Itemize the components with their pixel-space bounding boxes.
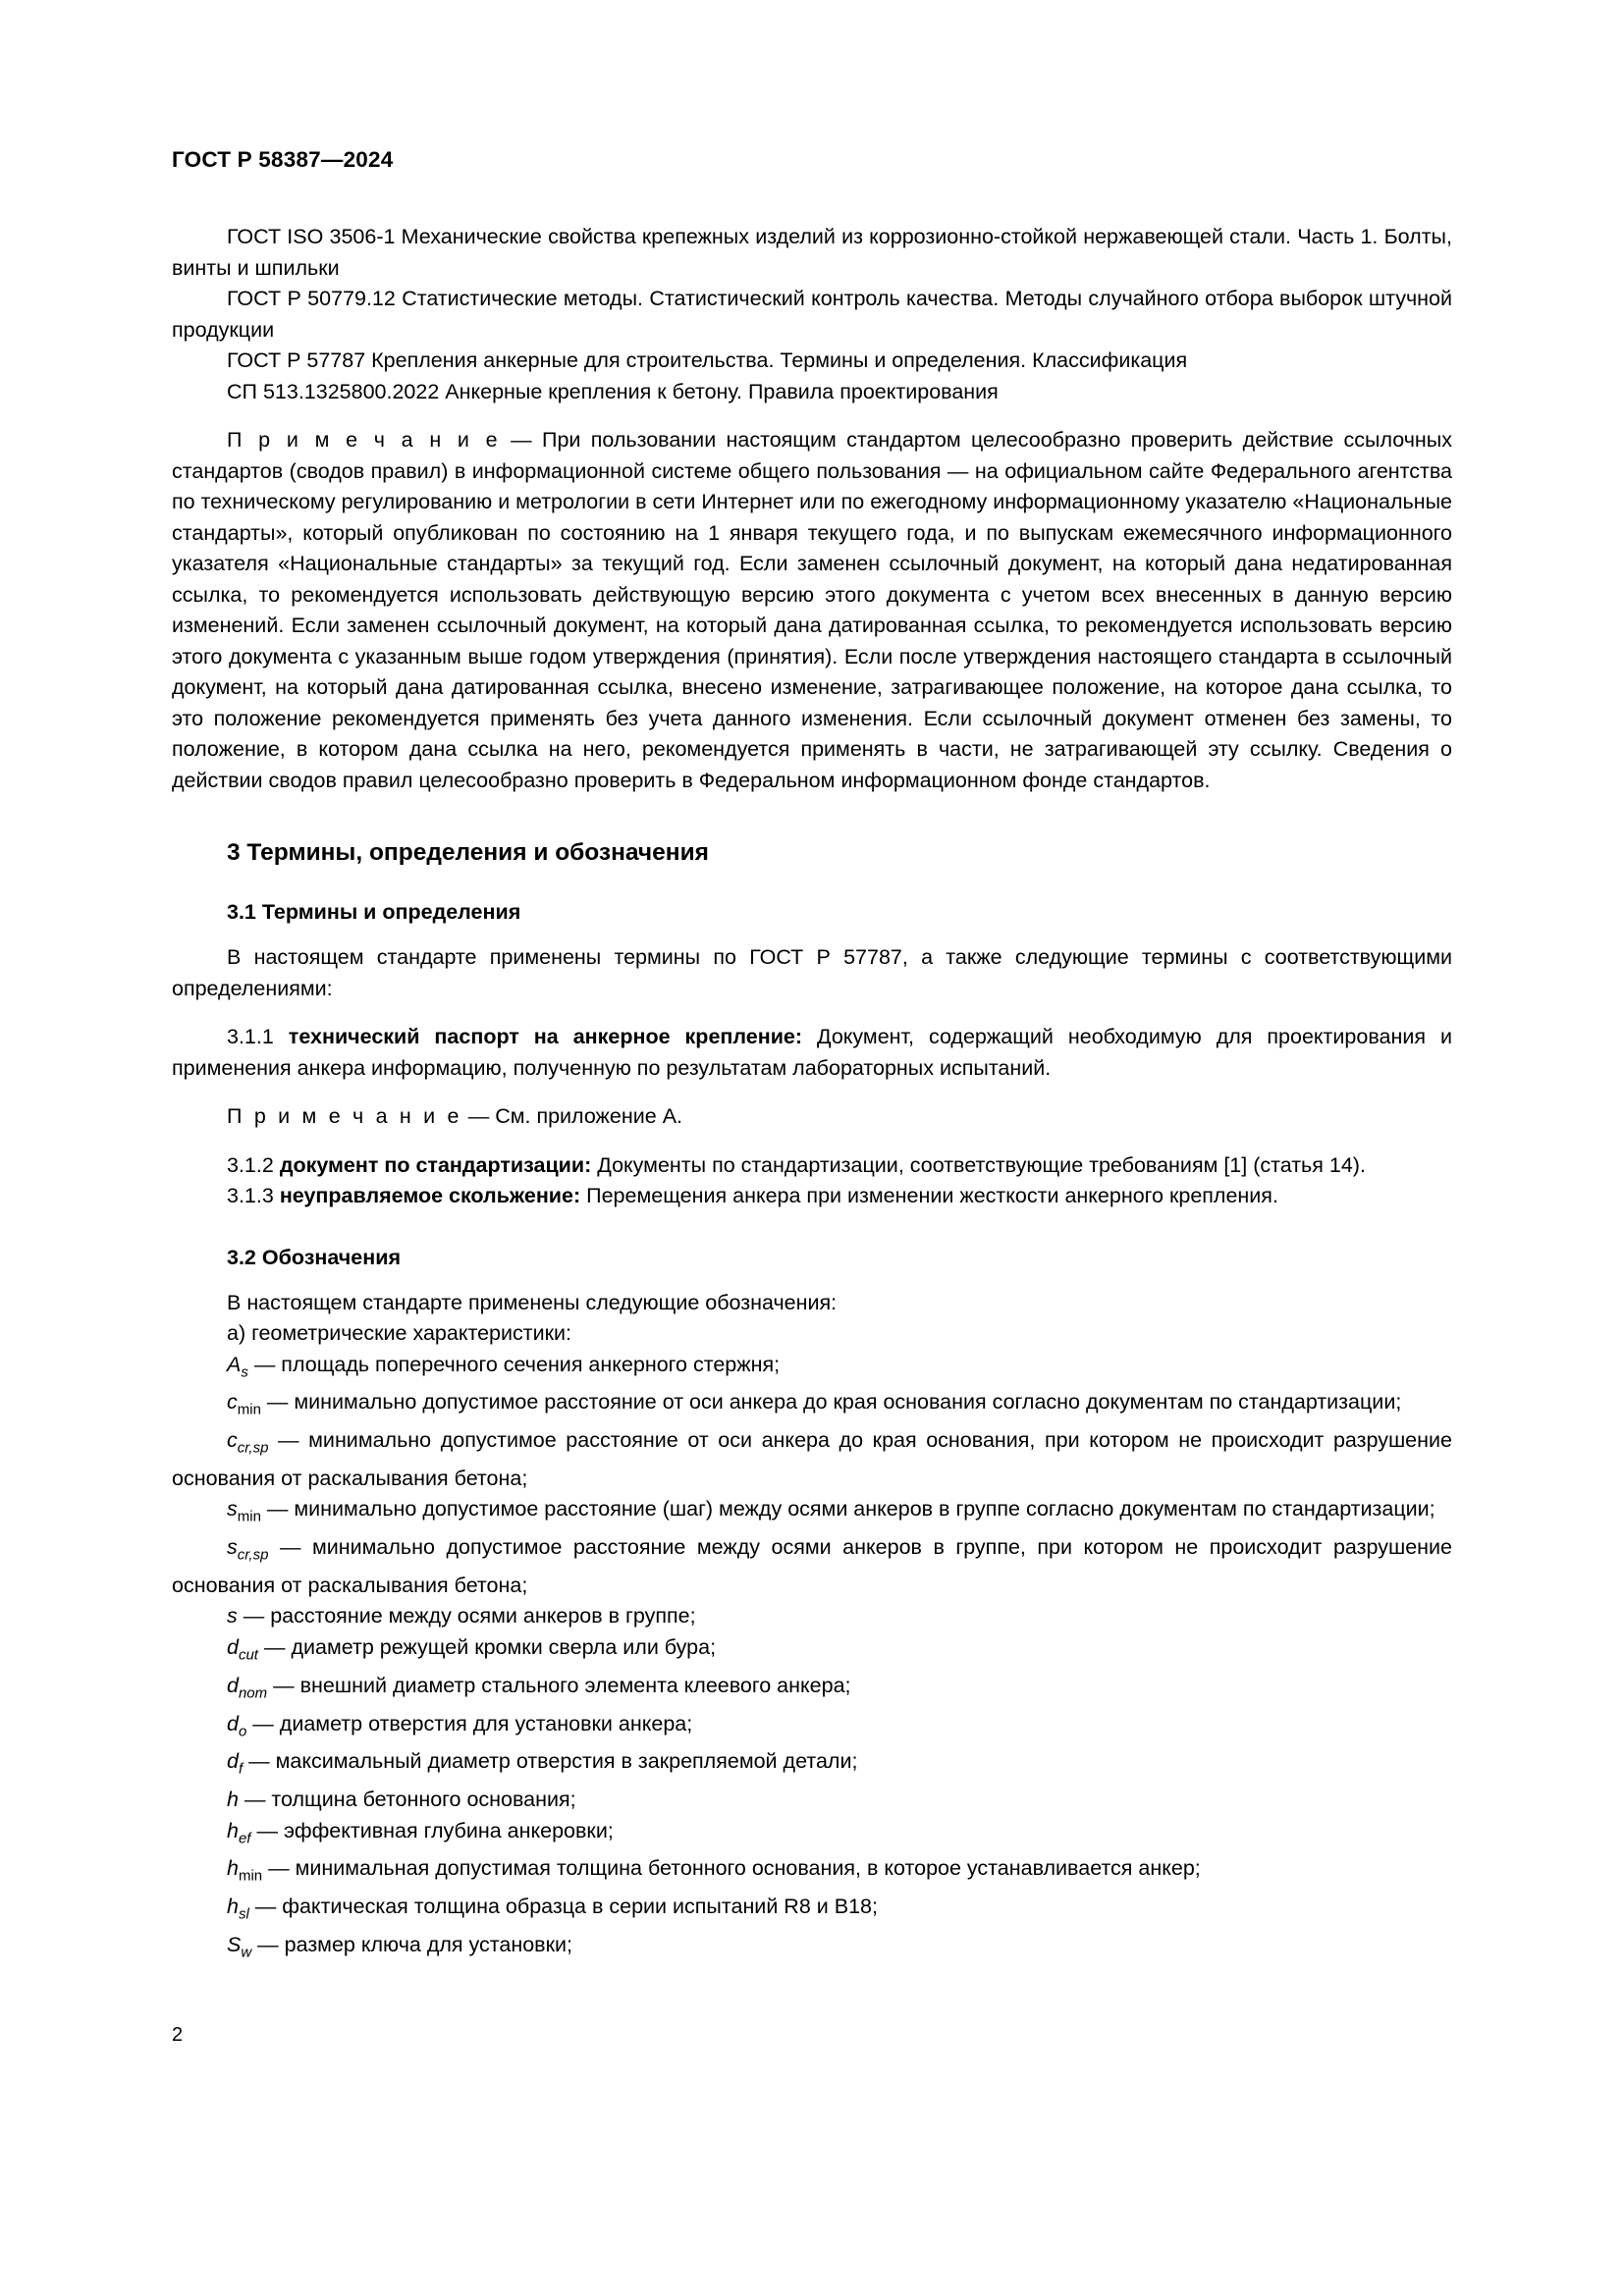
symbol-subscript: min [238, 1867, 263, 1885]
symbol-subscript: f [238, 1760, 244, 1778]
symbol-text: — фактическая толщина образца в серии испытаний R8 и B18; [254, 1895, 878, 1919]
reference-item: СП 513.1325800.2022 Анкерные крепления к бетону. Правила проектирования [227, 379, 999, 403]
term-name: документ по стандартизации: [279, 1152, 592, 1177]
symbol-glyph: d [227, 1673, 239, 1697]
symbol-line [172, 1601, 1452, 1632]
symbol-line [172, 1930, 1452, 1968]
symbol-text: — размер ключа для установки; [257, 1933, 572, 1957]
terms-intro: В настоящем стандарте применены термины по ГОСТ Р 57787, а также следующие термины с соответствующими определениями: [172, 945, 1452, 1000]
symbol-line [172, 1785, 1452, 1816]
term-name: неуправляемое скольжение: [279, 1184, 581, 1207]
symbol-line [172, 1350, 1452, 1388]
symbol-subscript: cr,sp [237, 1439, 269, 1457]
symbol-line [172, 1892, 1452, 1930]
symbol-line [172, 1425, 1452, 1494]
symbol-text: — минимально допустимое расстояние от оси анкера до края основания, при котором не происходит разрушение основания от раскалывания бетона; [172, 1428, 1452, 1490]
symbol-glyph: h [227, 1856, 239, 1881]
symbol-line [172, 1632, 1452, 1671]
symbol-text: — минимальная допустимая толщина бетонного основания, в которое устанавливается анкер; [268, 1856, 1201, 1881]
symbol-subscript: min [237, 1401, 261, 1418]
term-name: технический паспорт на анкерное крепление: [288, 1025, 803, 1048]
symbol-text: — внешний диаметр стального элемента клеевого анкера; [273, 1673, 851, 1697]
symbol-line [172, 1532, 1452, 1601]
symbol-glyph: h [227, 1895, 239, 1919]
term-number: 3.1.3 [227, 1184, 274, 1207]
symbol-subscript: o [238, 1722, 247, 1739]
note-dash: — [511, 428, 532, 452]
symbol-subscript: ef [238, 1829, 251, 1846]
symbol-subscript: cr,sp [237, 1546, 269, 1564]
page-header: ГОСТ Р 58387—2024 [172, 147, 394, 172]
term-number: 3.1.1 [227, 1025, 274, 1048]
reference-item: ГОСТ ISO 3506-1 Механические свойства крепежных изделий из коррозионно-стойкой нержавеющей стали. Часть 1. Болты, винты и шпильки [172, 225, 1452, 280]
symbol-glyph: S [227, 1933, 242, 1957]
symbol-glyph: c [227, 1428, 238, 1453]
subsection-heading-3-2: 3.2 Обозначения [227, 1245, 401, 1269]
symbol-text: — диаметр режущей кромки сверла или бура; [263, 1634, 717, 1659]
symbol-line [172, 1746, 1452, 1785]
term-item-312 [172, 1150, 1452, 1182]
symbol-subscript: s [241, 1362, 248, 1380]
symbols-intro: В настоящем стандарте применены следующие обозначения: [227, 1290, 838, 1314]
symbol-glyph: h [227, 1788, 239, 1812]
term-definition: Перемещения анкера при изменении жесткости анкерного крепления. [586, 1184, 1278, 1207]
symbol-text: — минимально допустимое расстояние (шаг) между осями анкеров в группе согласно документам по стандартизации; [266, 1497, 1435, 1522]
symbol-glyph: c [227, 1390, 238, 1415]
page-number: 2 [172, 2024, 184, 2046]
note-label: П р и м е ч а н и е [227, 1104, 462, 1128]
symbol-text: — диаметр отверстия для установки анкера; [252, 1711, 693, 1735]
symbol-text: — минимально допустимое расстояние между осями анкеров в группе, при котором не происходит разрушение основания от раскалывания бетона; [172, 1535, 1452, 1597]
note-label: П р и м е ч а н и е [227, 428, 501, 452]
symbol-subscript: w [241, 1944, 252, 1961]
symbol-line [172, 1671, 1452, 1709]
symbol-subscript: min [237, 1508, 261, 1525]
symbol-line [172, 1387, 1452, 1425]
note-text: При пользовании настоящим стандартом целесообразно проверить действие ссылочных стандартов (сводов правил) в информационной системе общего пользования — на официальном сайте Федерального агентства по техническому регулированию и метрологии в сети Интернет или по ежегодному информационному указателю «Национальные стандарты», который опубликован по состоянию на 1 января текущего года, и по выпускам ежемесячного информационного указателя «Национальные стандарты» за текущий год. Если заменен ссылочный документ, на который дана недатированная ссылка, то рекомендуется использовать действующую версию этого документа с учетом всех внесенных в данную версию изменений. Если заменен ссылочный документ, на который дана датированная ссылка, то рекомендуется использовать версию этого документа с указанным выше годом утверждения (принятия). Если после утверждения настоящего стандарта в ссылочный документ, на который дана датированная ссылка, внесено изменение, затрагивающее положение, на которое дана ссылка, то это положение рекомендуется применять без учета данного изменения. Если ссылочный документ отменен без замены, то положение, в котором дана ссылка на него, рекомендуется применять в части, не затрагивающей эту ссылку. Сведения о действии сводов правил целесообразно проверить в Федеральном информационном фонде стандартов. [172, 428, 1453, 792]
section-heading-3: 3 Термины, определения и обозначения [227, 839, 709, 866]
references-block [172, 222, 1452, 407]
symbols-group-a: а) геометрические характеристики: [227, 1321, 572, 1345]
term-number: 3.1.2 [227, 1152, 274, 1177]
symbol-line [172, 1816, 1452, 1854]
term-item-313 [172, 1181, 1452, 1212]
symbol-glyph: s [227, 1535, 238, 1560]
symbol-line [172, 1494, 1452, 1532]
symbol-glyph: s [227, 1604, 238, 1629]
symbol-subscript: sl [238, 1905, 249, 1923]
symbol-glyph: h [227, 1818, 239, 1842]
symbol-glyph: s [227, 1497, 238, 1522]
symbol-glyph: d [227, 1749, 239, 1774]
symbol-subscript: cut [238, 1646, 258, 1664]
symbol-text: — минимально допустимое расстояние от оси анкера до края основания согласно документам по стандартизации; [266, 1390, 1402, 1415]
symbol-text: — расстояние между осями анкеров в группе; [243, 1604, 696, 1629]
symbol-text: — толщина бетонного основания; [244, 1788, 576, 1812]
symbol-text: — эффективная глубина анкеровки; [256, 1818, 614, 1842]
subsection-heading-3-1: 3.1 Термины и определения [227, 900, 521, 924]
subsection-3-1-body [172, 942, 1452, 1212]
symbol-glyph: A [227, 1352, 242, 1376]
symbol-text: — максимальный диаметр отверстия в закрепляемой детали; [248, 1749, 858, 1774]
term-definition: Документ, содержащий необходимую для проектирования и применения анкера информацию, полученную по результатам лабораторных испытаний. [172, 1025, 1452, 1080]
note-text: См. приложение А. [495, 1104, 683, 1128]
note-dash: — [467, 1104, 490, 1128]
symbol-text: — площадь поперечного сечения анкерного стержня; [253, 1352, 781, 1376]
term-definition: Документы по стандартизации, соответствующие требованиям [1] (статья 14). [597, 1152, 1366, 1177]
subsection-3-2-body [172, 1288, 1452, 1968]
symbol-subscript: nom [238, 1684, 268, 1702]
reference-item: ГОСТ Р 57787 Крепления анкерные для строительства. Термины и определения. Классификация [227, 348, 1188, 372]
term-item-311 [172, 1022, 1452, 1084]
symbol-glyph: d [227, 1634, 239, 1659]
note-3-1-1 [172, 1101, 1452, 1133]
symbol-line [172, 1709, 1452, 1747]
symbol-line [172, 1853, 1452, 1892]
note-main [172, 425, 1452, 796]
reference-item: ГОСТ Р 50779.12 Статистические методы. Статистический контроль качества. Методы случайного отбора выборок штучной продукции [172, 287, 1452, 342]
symbol-glyph: d [227, 1711, 239, 1735]
